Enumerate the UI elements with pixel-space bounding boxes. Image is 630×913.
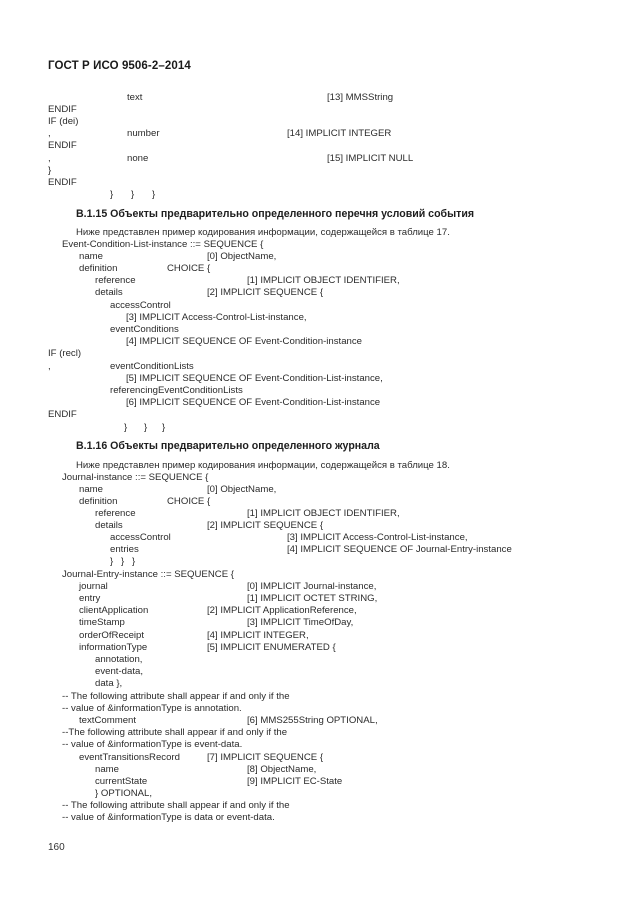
code-token: data }, (95, 678, 123, 689)
code-token: number (127, 128, 160, 139)
code-token: textComment (79, 715, 137, 726)
code-token: [1] IMPLICIT OBJECT IDENTIFIER, (247, 508, 400, 519)
code-token: eventConditionLists (110, 361, 194, 372)
code-token: IF (dei) (48, 116, 79, 127)
code-token: [9] IMPLICIT EC-State (247, 776, 343, 787)
code-token: reference (95, 508, 136, 519)
code-token: Event-Condition-List-instance ::= SEQUENCE { (62, 239, 264, 250)
code-token: eventConditions (110, 324, 179, 335)
code-token: reference (95, 275, 136, 286)
code-token: text (127, 92, 143, 103)
code-token: [1] IMPLICIT OBJECT IDENTIFIER, (247, 275, 400, 286)
code-token: [13] MMSString (327, 92, 394, 103)
code-token: } (152, 189, 156, 200)
code-token: [8] ObjectName, (247, 764, 317, 775)
code-token: IF (recl) (48, 348, 82, 359)
code-token: -- value of &informationType is annotation. (62, 703, 242, 714)
code-token: [1] IMPLICIT OCTET STRING, (247, 593, 378, 604)
code-token: eventTransitionsRecord (79, 752, 180, 763)
code-token: [6] MMS255String OPTIONAL, (247, 715, 378, 726)
code-token: -- The following attribute shall appear if and only if the (62, 800, 290, 811)
code-token: } (110, 556, 114, 567)
code-token: , (48, 153, 51, 164)
code-token: timeStamp (79, 617, 125, 628)
code-token: informationType (79, 642, 148, 653)
section-heading: B.1.16 Объекты предварительно определенного журнала (76, 440, 380, 452)
code-token: name (79, 251, 103, 262)
code-token: [15] IMPLICIT NULL (327, 153, 414, 164)
code-token: [3] IMPLICIT Access-Control-List-instance, (126, 312, 307, 323)
code-token: [2] IMPLICIT ApplicationReference, (207, 605, 357, 616)
code-token: journal (79, 581, 108, 592)
code-token: [3] IMPLICIT Access-Control-List-instance, (287, 532, 468, 543)
code-token: details (95, 287, 123, 298)
code-token: [7] IMPLICIT SEQUENCE { (207, 752, 324, 763)
code-token: ENDIF (48, 140, 77, 151)
code-token: referencingEventConditionLists (110, 385, 243, 396)
code-token: } (131, 189, 135, 200)
code-token: [3] IMPLICIT TimeOfDay, (247, 617, 354, 628)
code-token: Ниже представлен пример кодирования информации, содержащейся в таблице 18. (76, 460, 450, 471)
code-token: , (48, 128, 51, 139)
code-token: [6] IMPLICIT SEQUENCE OF Event-Condition-List-instance (126, 397, 381, 408)
code-token: [4] IMPLICIT SEQUENCE OF Event-Condition-instance (126, 336, 363, 347)
code-token: } (124, 422, 128, 433)
code-token: [4] IMPLICIT SEQUENCE OF Journal-Entry-instance (287, 544, 512, 555)
code-token: [2] IMPLICIT SEQUENCE { (207, 287, 324, 298)
code-token: [14] IMPLICIT INTEGER (287, 128, 392, 139)
code-token: [2] IMPLICIT SEQUENCE { (207, 520, 324, 531)
code-token: -- value of &informationType is data or event-data. (62, 812, 275, 823)
code-token: clientApplication (79, 605, 149, 616)
code-token: Journal-Entry-instance ::= SEQUENCE { (62, 569, 234, 580)
code-token: --The following attribute shall appear if and only if the (62, 727, 288, 738)
code-token: } (162, 422, 166, 433)
code-token: } (132, 556, 136, 567)
code-token: ENDIF (48, 104, 77, 115)
code-token: [5] IMPLICIT SEQUENCE OF Event-Condition-List-instance, (126, 373, 383, 384)
code-token: name (95, 764, 119, 775)
code-token: name (79, 484, 103, 495)
code-token: definition (79, 263, 118, 274)
code-token: accessControl (110, 300, 171, 311)
code-token: -- value of &informationType is event-data. (62, 739, 243, 750)
code-token: [0] ObjectName, (207, 484, 277, 495)
page-number: 160 (48, 842, 65, 853)
code-token: Ниже представлен пример кодирования информации, содержащейся в таблице 17. (76, 227, 450, 238)
code-token: [0] ObjectName, (207, 251, 277, 262)
code-token: entry (79, 593, 101, 604)
code-token: ENDIF (48, 177, 77, 188)
code-token: CHOICE { (167, 263, 211, 274)
code-token: accessControl (110, 532, 171, 543)
code-token: currentState (95, 776, 148, 787)
code-token: entries (110, 544, 139, 555)
document-header: ГОСТ Р ИСО 9506-2–2014 (48, 60, 191, 72)
code-token: [5] IMPLICIT ENUMERATED { (207, 642, 336, 653)
code-token: } (48, 165, 52, 176)
code-token: CHOICE { (167, 496, 211, 507)
code-token: } (121, 556, 125, 567)
code-token: event-data, (95, 666, 144, 677)
code-token: -- The following attribute shall appear if and only if the (62, 691, 290, 702)
code-token: } OPTIONAL, (95, 788, 153, 799)
code-token: ENDIF (48, 409, 77, 420)
code-token: orderOfReceipt (79, 630, 145, 641)
code-token: } (110, 189, 114, 200)
code-token: [0] IMPLICIT Journal-instance, (247, 581, 377, 592)
code-token: annotation, (95, 654, 143, 665)
section-heading: B.1.15 Объекты предварительно определенного перечня условий события (76, 208, 475, 220)
code-token: details (95, 520, 123, 531)
code-token: } (144, 422, 148, 433)
code-token: definition (79, 496, 118, 507)
code-token: Journal-instance ::= SEQUENCE { (62, 472, 209, 483)
code-token: none (127, 153, 149, 164)
code-token: [4] IMPLICIT INTEGER, (207, 630, 309, 641)
code-token: , (48, 361, 51, 372)
